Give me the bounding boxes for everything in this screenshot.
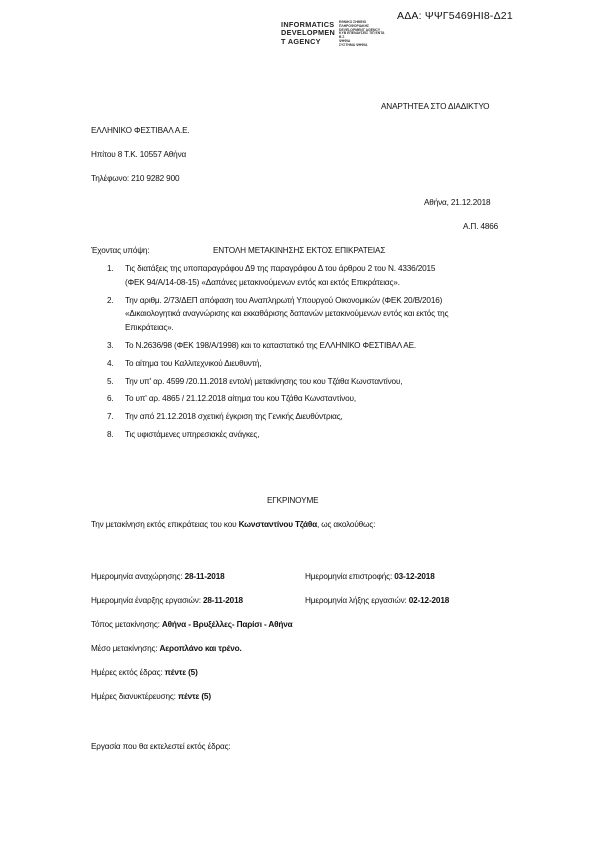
list-line: Το Ν.2636/98 (ΦΕΚ 198/Α/1998) και το καταστατικό της ΕΛΛΗΝΙΚΟ ΦΕΣΤΙΒΑΛ ΑΕ. — [125, 340, 417, 350]
logo-subline: ΣΥΣΤΗΜΑ ΨΗΦΙΑ — [339, 42, 368, 47]
place-date: Αθήνα, 21.12.2018 — [424, 198, 491, 207]
list-line: Τις υφιστάμενες υπηρεσιακές ανάγκες, — [125, 429, 260, 439]
travel-means — [91, 644, 242, 653]
means-label: Μέσο μετακίνησης: — [91, 644, 160, 653]
employee-name: Κωνσταντίνου Τζάθα — [238, 520, 318, 529]
logo — [281, 20, 385, 47]
considerations-list — [107, 262, 527, 446]
logo-subline: ΚΥΒ ΕΠΕΝΔΥΣΕΙΣ ΤΙΠ ΕΝΤΑ — [339, 31, 385, 36]
list-line: Την από 21.12.2018 σχετική έγκριση της Γενικής Διευθύντριας, — [125, 412, 343, 422]
list-number: 1. — [107, 264, 114, 273]
logo-text — [281, 21, 335, 46]
logo-line: T AGENCY — [281, 36, 321, 46]
work-start-value: 28-11-2018 — [202, 596, 243, 605]
list-number: 2. — [107, 295, 114, 305]
means-value: Αεροπλάνο και τρένο. — [159, 644, 242, 653]
intro-post: , ως ακολούθως: — [317, 520, 376, 529]
work-end-value: 02-12-2018 — [408, 596, 450, 605]
having-regard-heading: Έχοντας υπόψη: — [91, 246, 150, 255]
approve-heading: ΕΓΚΡΙΝΟΥΜΕ — [267, 496, 319, 505]
days-out-label: Ημέρες εκτός έδρας: — [91, 668, 165, 677]
list-item — [107, 375, 527, 389]
work-end-date — [305, 596, 449, 605]
list-item — [107, 410, 527, 424]
list-item — [107, 428, 527, 442]
posting-note: ΑΝΑΡΤΗΤΕΑ ΣΤΟ ΔΙΑΔΙΚΤΥΟ — [381, 102, 490, 111]
place-value: Αθήνα - Βρυξέλλες- Παρίσι - Αθήνα — [161, 620, 293, 629]
logo-subline: ΨΗΦΙΑ — [339, 38, 351, 43]
work-description-label: Εργασία που θα εκτελεστεί εκτός έδρας: — [91, 742, 231, 751]
nights-label: Ημέρες διανυκτέρευσης: — [91, 692, 178, 701]
logo-subline: DEVELOPMENT AGENCY — [339, 27, 381, 32]
days-out-value: πέντε (5) — [164, 668, 198, 677]
logo-subline: ΠΛΗΡΟΦΟΡΙΑΚΗΣ — [339, 23, 370, 28]
list-line: Το υπ' αρ. 4865 / 21.12.2018 αίτημα του κου Τζάθα Κωνσταντίνου, — [125, 394, 356, 404]
list-line: Την υπ' αρ. 4599 /20.11.2018 εντολή μετακίνησης του κου Τζάθα Κωνσταντίνου, — [125, 376, 403, 386]
overnight-days — [91, 692, 211, 701]
list-item — [107, 339, 527, 353]
work-end-label: Ημερομηνία λήξης εργασιών: — [305, 596, 409, 605]
list-line: «Δικαιολογητικά αναγνώρισης και εκκαθάρισης δαπανών μετακινούμενων εντός και εκτός της — [125, 309, 449, 319]
travel-place — [91, 620, 293, 629]
nights-value: πέντε (5) — [177, 692, 211, 701]
list-line: Την αριθμ. 2/73/ΔΕΠ απόφαση του Αναπληρωτή Υπουργού Οικονομικών (ΦΕΚ 20/Β/2016) — [125, 295, 443, 305]
list-number: 3. — [107, 340, 114, 350]
logo-line: INFORMATICS — [281, 20, 335, 29]
org-name: ΕΛΛΗΝΙΚΟ ΦΕΣΤΙΒΑΛ Α.Ε. — [91, 126, 190, 135]
ada-code: ΑΔΑ: ΨΨΓ5469ΗΙ8-Δ21 — [397, 10, 513, 22]
work-start-date — [91, 596, 243, 605]
list-item — [107, 392, 527, 406]
days-out — [91, 668, 198, 677]
work-start-label: Ημερομηνία έναρξης εργασιών: — [91, 596, 203, 605]
return-label: Ημερομηνία επιστροφής: — [305, 572, 395, 581]
list-line: Επικράτειας». — [125, 323, 174, 333]
intro-pre: Την μετακίνηση εκτός επικράτειας του κου — [91, 520, 239, 529]
departure-value: 28-11-2018 — [184, 572, 225, 581]
list-item — [107, 262, 527, 290]
place-label: Τόπος μετακίνησης: — [91, 620, 162, 629]
logo-subline: Β Σ — [339, 35, 345, 40]
logo-subline: ΕΘΝΙΚΟ ΣΗΜΕΙΟ — [339, 20, 367, 24]
list-item — [107, 294, 527, 335]
return-date — [305, 572, 435, 581]
logo-subtext — [339, 21, 385, 48]
list-number: 8. — [107, 429, 114, 439]
return-value: 03-12-2018 — [394, 572, 435, 581]
logo-line: DEVELOPMEN — [281, 28, 336, 38]
document-title: ΕΝΤΟΛΗ ΜΕΤΑΚΙΝΗΣΗΣ ΕΚΤΟΣ ΕΠΙΚΡΑΤΕΙΑΣ — [213, 246, 386, 255]
list-line: (ΦΕΚ 94/Α/14-08-15) «Δαπάνες μετακινούμενων εντός και εκτός Επικράτειας». — [125, 277, 400, 287]
list-item — [107, 357, 527, 371]
protocol-number: Α.Π. 4866 — [463, 222, 499, 231]
list-number: 7. — [107, 412, 114, 422]
list-number: 5. — [107, 376, 114, 386]
list-line: Το αίτημα του Καλλιτεχνικού Διευθυντή, — [125, 358, 262, 368]
org-phone: Τηλέφωνο: 210 9282 900 — [91, 174, 180, 183]
list-number: 4. — [107, 358, 114, 368]
departure-date — [91, 572, 225, 581]
intro-paragraph — [91, 520, 375, 529]
departure-label: Ημερομηνία αναχώρησης: — [91, 572, 185, 581]
list-number: 6. — [107, 394, 114, 404]
list-line: Τις διατάξεις της υποπαραγράφου Δ9 της παραγράφου Δ του άρθρου 2 του Ν. 4336/2015 — [125, 264, 436, 273]
org-address: Ηπίτου 8 Τ.Κ. 10557 Αθήνα — [91, 150, 187, 159]
